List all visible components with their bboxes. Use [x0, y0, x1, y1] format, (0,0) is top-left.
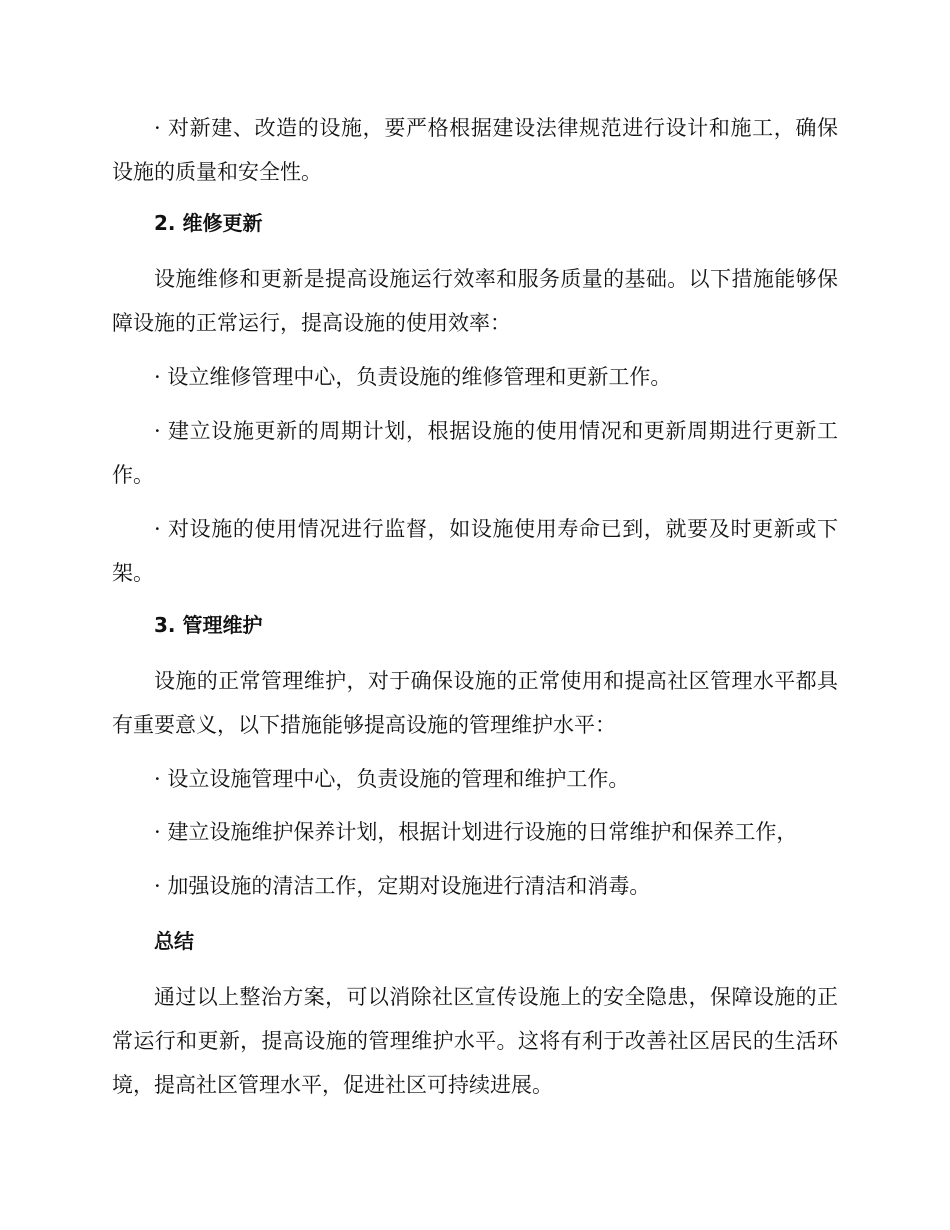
paragraph-management-intro	[112, 659, 838, 747]
section-heading: 总结	[154, 929, 194, 953]
paragraph-text: 通过以上整治方案，可以消除社区宣传设施上的安全隐患，保障设施的正常运行和更新，提高设施的管理维护水平。这将有利于改善社区居民的生活环境，提高社区管理水平，促进社区可持续进展。	[112, 985, 838, 1097]
bullet-update-plan	[112, 409, 838, 497]
paragraph-text: 设施的正常管理维护，对于确保设施的正常使用和提高社区管理水平都具有重要意义，以下措施能够提高设施的管理维护水平：	[112, 669, 838, 737]
paragraph-text: · 对设施的使用情况进行监督，如设施使用寿命已到，就要及时更新或下架。	[112, 517, 838, 585]
section-heading: 3. 管理维护	[154, 613, 263, 637]
paragraph-text: · 建立设施更新的周期计划，根据设施的使用情况和更新周期进行更新工作。	[112, 419, 838, 487]
paragraph-text: · 设立设施管理中心，负责设施的管理和维护工作。	[154, 767, 630, 791]
bullet-facility-center	[112, 757, 838, 801]
paragraph-text: · 加强设施的清洁工作，定期对设施进行清洁和消毒。	[154, 874, 651, 898]
bullet-maintenance-center	[112, 355, 838, 399]
bullet-maintenance-plan	[112, 810, 838, 854]
bullet-usage-supervision	[112, 507, 838, 595]
paragraph-text: · 设立维修管理中心，负责设施的维修管理和更新工作。	[154, 365, 672, 389]
bullet-new-construction	[112, 106, 838, 194]
bullet-cleaning	[112, 864, 838, 908]
heading-summary	[112, 919, 838, 963]
paragraph-text: 设施维修和更新是提高设施运行效率和服务质量的基础。以下措施能够保障设施的正常运行，提高设施的使用效率：	[112, 267, 838, 335]
heading-management-maintenance	[112, 603, 838, 647]
section-heading: 2. 维修更新	[154, 211, 263, 235]
heading-maintenance-update	[112, 201, 838, 245]
paragraph-text: · 建立设施维护保养计划，根据计划进行设施的日常维护和保养工作，	[154, 820, 798, 844]
paragraph-maintenance-intro	[112, 257, 838, 345]
paragraph-text: · 对新建、改造的设施，要严格根据建设法律规范进行设计和施工，确保设施的质量和安全性。	[112, 116, 838, 184]
paragraph-summary	[112, 975, 838, 1107]
